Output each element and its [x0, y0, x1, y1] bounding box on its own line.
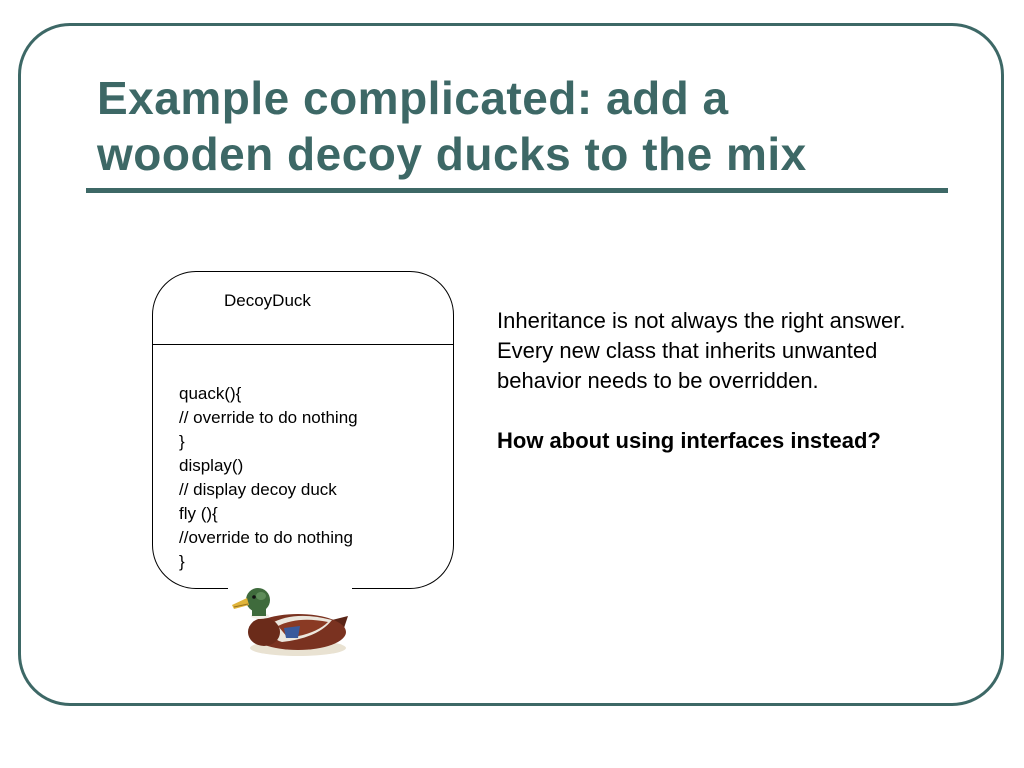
explanation-paragraph: Inheritance is not always the right answer. Every new class that inherits unwanted behavior needs to be overridden.: [497, 308, 906, 393]
method-line: }: [179, 432, 185, 451]
title-underline: [86, 188, 948, 193]
duck-illustration: [228, 572, 352, 664]
method-line: // override to do nothing: [179, 408, 358, 427]
title-line-1: Example complicated: add a: [97, 72, 729, 124]
method-list: [179, 382, 358, 574]
method-line: fly (){: [179, 504, 218, 523]
method-line: //override to do nothing: [179, 528, 353, 547]
slide-title: [97, 70, 957, 182]
class-name: DecoyDuck: [224, 291, 311, 310]
uml-class-box: [152, 271, 454, 589]
method-line: display(): [179, 456, 244, 475]
title-line-2: wooden decoy ducks to the mix: [97, 128, 807, 180]
mallard-duck-decoy-icon: [228, 572, 352, 664]
method-line: quack(){: [179, 384, 242, 403]
class-divider: [153, 344, 453, 345]
method-line: }: [179, 552, 185, 571]
explanation-question: How about using interfaces instead?: [497, 428, 881, 453]
explanation-text: [497, 306, 947, 456]
method-line: // display decoy duck: [179, 480, 337, 499]
